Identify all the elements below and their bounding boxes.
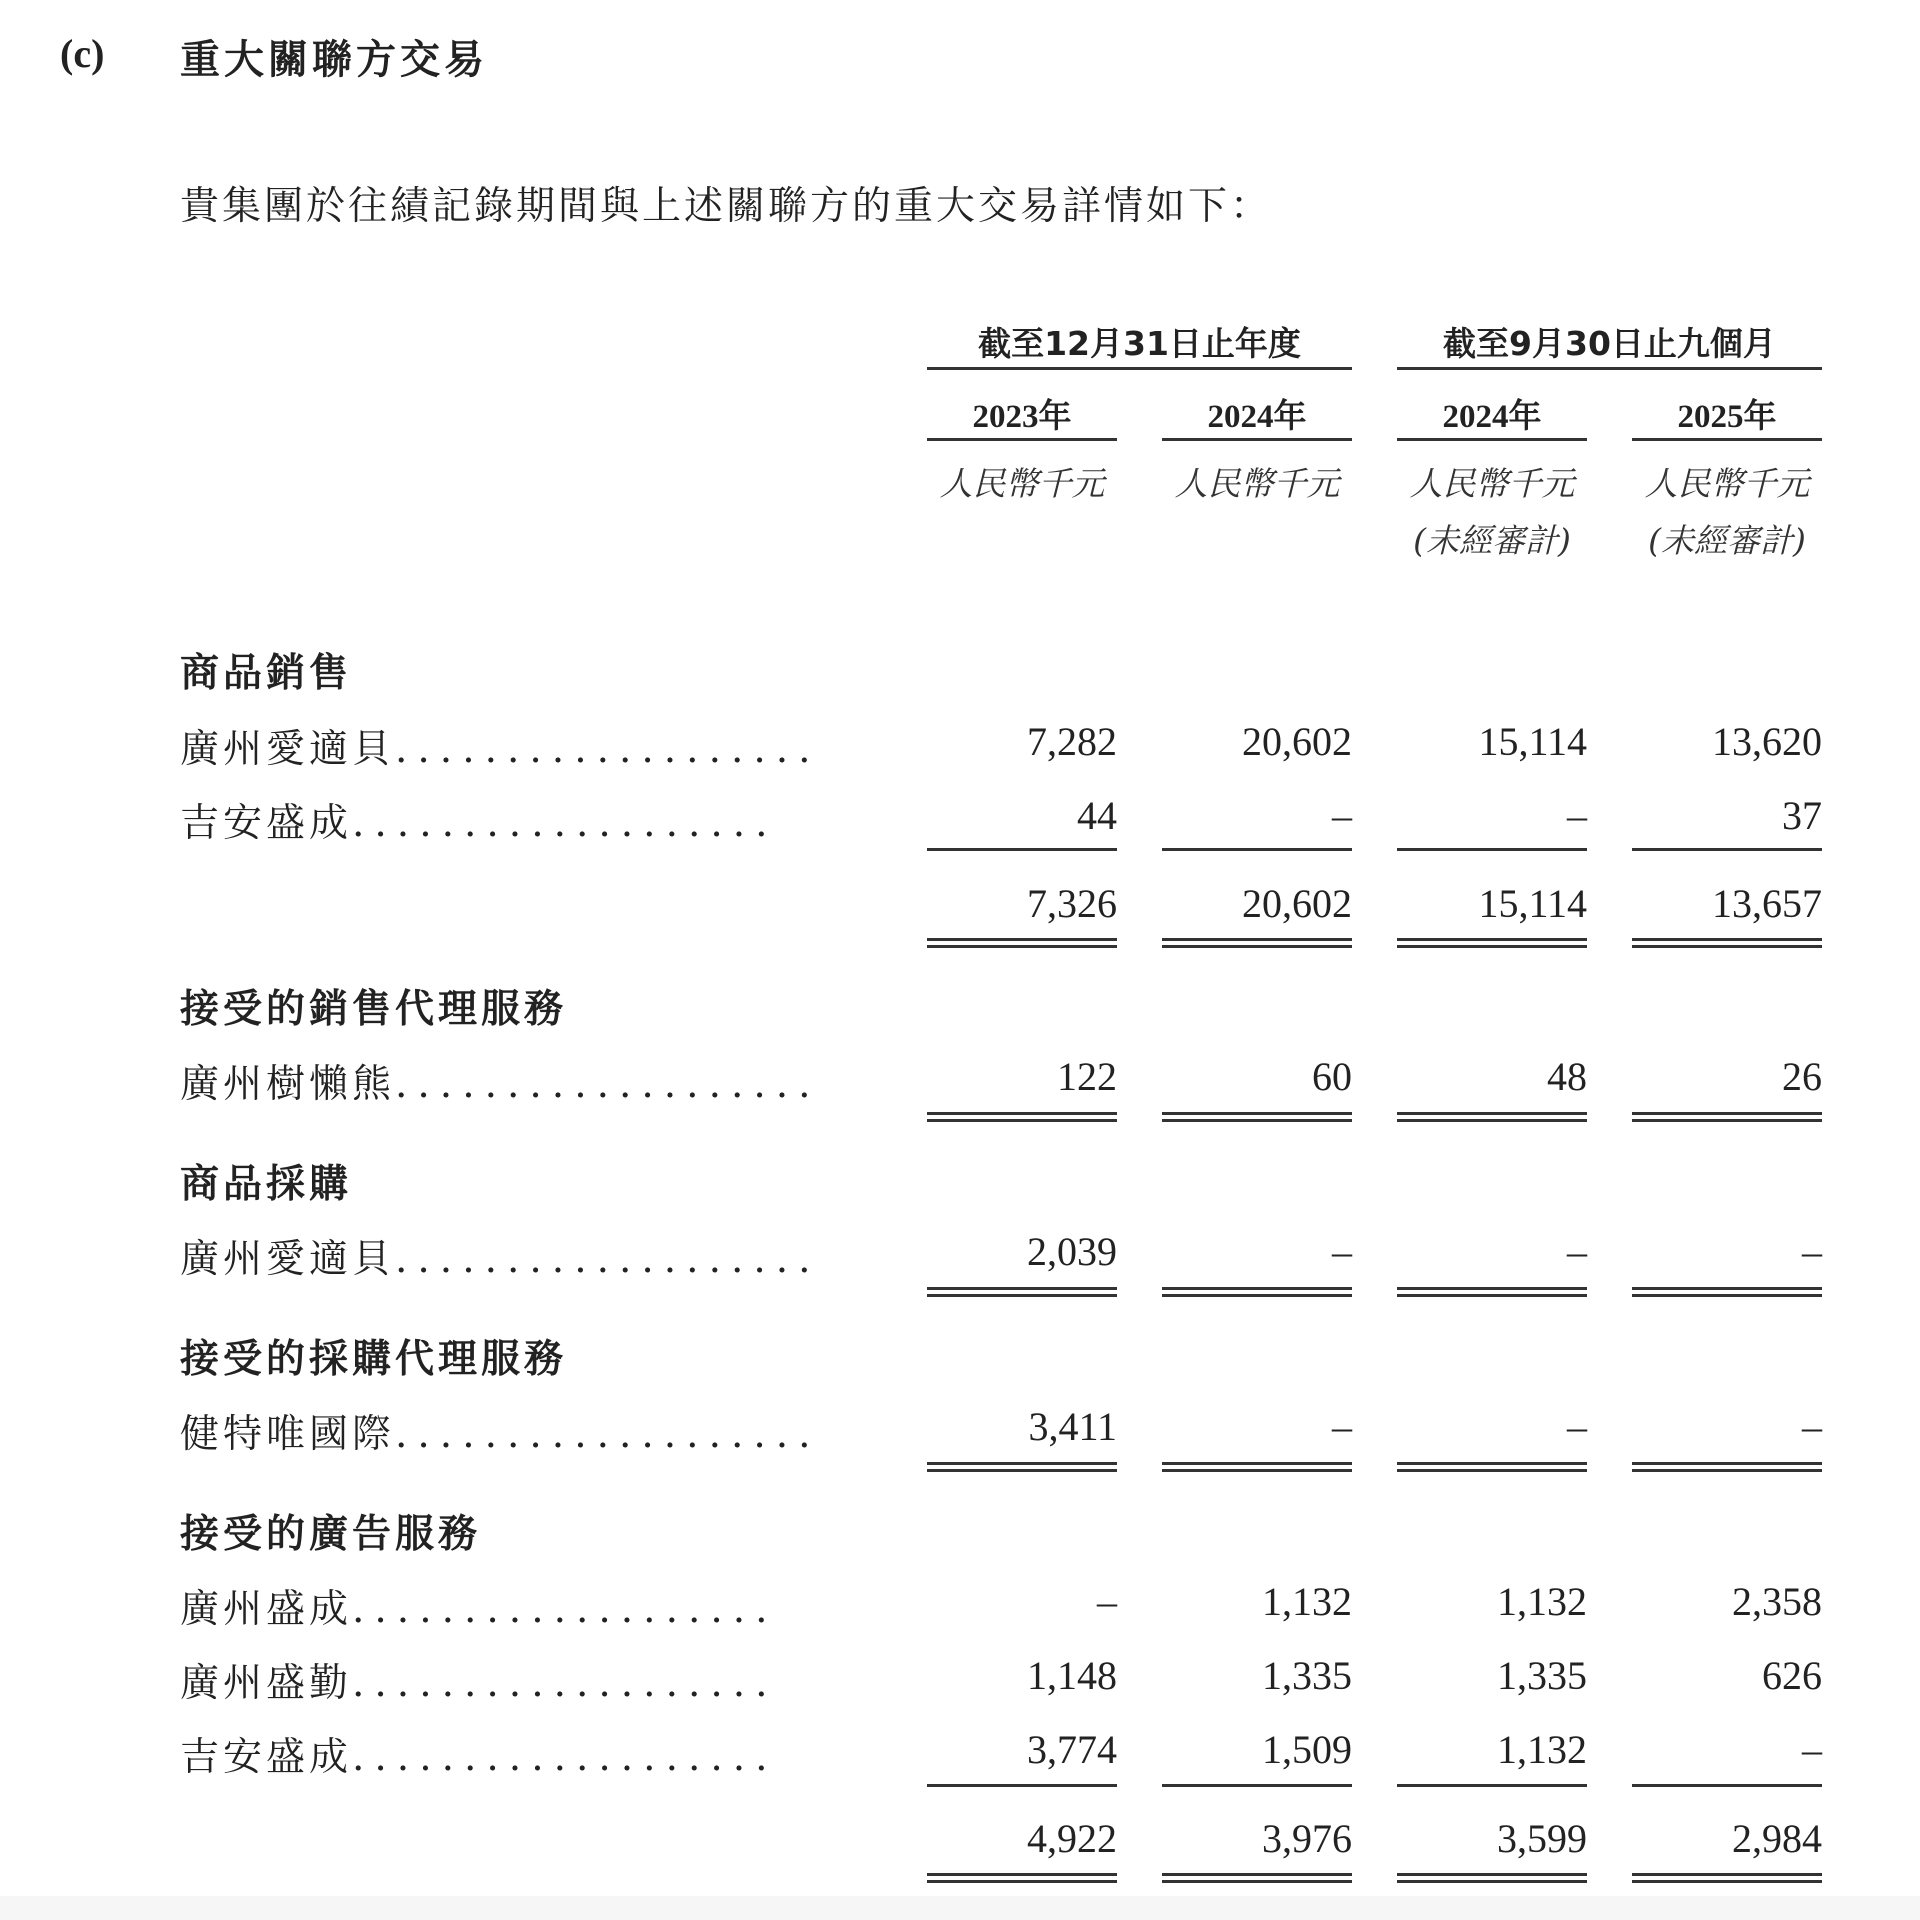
double-underline [1162, 1112, 1352, 1122]
double-underline [1397, 1462, 1587, 1472]
double-underline [1632, 938, 1822, 948]
subtotal-line [1397, 848, 1587, 851]
total-value: 3,599 [1497, 1816, 1587, 1861]
section-title: 重大關聯方交易 [180, 37, 488, 83]
category-title: 接受的採購代理服務 [180, 1337, 568, 1382]
cell-value: 1,148 [1027, 1653, 1117, 1698]
cell-value: – [1802, 1229, 1822, 1274]
double-underline [1397, 1873, 1587, 1883]
column-header-underline [1632, 438, 1822, 441]
total-value: 3,976 [1262, 1816, 1352, 1861]
column-unaudited-note: (未經審計) [1413, 521, 1571, 560]
row-label: 吉安盛成................... [180, 1735, 778, 1780]
row-label: 廣州盛成................... [180, 1587, 778, 1632]
row-label: 廣州盛勤................... [180, 1661, 778, 1706]
cell-value: 7,282 [1027, 719, 1117, 764]
row-label: 廣州樹懶熊................... [180, 1062, 821, 1107]
row-label: 廣州愛適貝................... [180, 727, 821, 772]
subtotal-line [1397, 1784, 1587, 1787]
column-group-underline [927, 367, 1352, 370]
double-underline [1162, 1462, 1352, 1472]
subtotal-line [927, 1784, 1117, 1787]
column-header-year: 2023年 [972, 399, 1072, 435]
cell-value: 626 [1762, 1653, 1822, 1698]
subtotal-line [1632, 1784, 1822, 1787]
column-header-year: 2024年 [1442, 399, 1542, 435]
double-underline [1162, 1287, 1352, 1297]
cell-value: 1,335 [1262, 1653, 1352, 1698]
column-group-nine-months: 截至9月30日止九個月 [1443, 324, 1776, 363]
cell-value: – [1802, 1727, 1822, 1772]
subtotal-line [1632, 848, 1822, 851]
double-underline [1632, 1112, 1822, 1122]
double-underline [927, 1112, 1117, 1122]
category-title: 商品採購 [180, 1162, 353, 1207]
column-header-underline [1162, 438, 1352, 441]
column-unit: 人民幣千元 [1409, 464, 1575, 503]
cell-value: 15,114 [1478, 719, 1587, 764]
cell-value: – [1802, 1404, 1822, 1449]
total-value: 7,326 [1027, 881, 1117, 926]
row-label: 廣州愛適貝................... [180, 1237, 821, 1282]
double-underline [1397, 1287, 1587, 1297]
cell-value: – [1097, 1579, 1117, 1624]
column-header-year: 2025年 [1677, 399, 1777, 435]
cell-value: – [1567, 1404, 1587, 1449]
total-value: 15,114 [1478, 881, 1587, 926]
column-unit: 人民幣千元 [939, 464, 1105, 503]
double-underline [1162, 1873, 1352, 1883]
double-underline [1632, 1287, 1822, 1297]
column-header-year: 2024年 [1207, 399, 1307, 435]
column-group-fiscal-year: 截至12月31日止年度 [978, 324, 1301, 363]
double-underline [1632, 1873, 1822, 1883]
section-number: (c) [60, 31, 105, 76]
cell-value: – [1567, 1229, 1587, 1274]
cell-value: 37 [1782, 793, 1822, 838]
cell-value: 44 [1077, 793, 1117, 838]
column-unaudited-note: (未經審計) [1648, 521, 1806, 560]
double-underline [927, 1873, 1117, 1883]
row-label: 健特唯國際................... [180, 1412, 821, 1457]
column-group-underline [1397, 367, 1822, 370]
column-unit: 人民幣千元 [1174, 464, 1340, 503]
cell-value: 3,411 [1028, 1404, 1117, 1449]
page-bottom-strip [0, 1896, 1920, 1920]
subtotal-line [1162, 848, 1352, 851]
cell-value: 2,039 [1027, 1229, 1117, 1274]
cell-value: 1,132 [1497, 1727, 1587, 1772]
double-underline [1397, 1112, 1587, 1122]
cell-value: 1,509 [1262, 1727, 1352, 1772]
double-underline [927, 1462, 1117, 1472]
subtotal-line [927, 848, 1117, 851]
cell-value: 3,774 [1027, 1727, 1117, 1772]
double-underline [927, 1287, 1117, 1297]
cell-value: – [1332, 793, 1352, 838]
total-value: 4,922 [1027, 1816, 1117, 1861]
column-header-underline [927, 438, 1117, 441]
double-underline [1162, 938, 1352, 948]
cell-value: 122 [1057, 1054, 1117, 1099]
subtotal-line [1162, 1784, 1352, 1787]
cell-value: – [1332, 1404, 1352, 1449]
cell-value: – [1332, 1229, 1352, 1274]
cell-value: 20,602 [1242, 719, 1352, 764]
cell-value: 1,335 [1497, 1653, 1587, 1698]
row-label: 吉安盛成................... [180, 801, 778, 846]
cell-value: 2,358 [1732, 1579, 1822, 1624]
cell-value: – [1567, 793, 1587, 838]
category-title: 接受的廣告服務 [180, 1512, 482, 1557]
cell-value: 1,132 [1497, 1579, 1587, 1624]
double-underline [1632, 1462, 1822, 1472]
cell-value: 48 [1547, 1054, 1587, 1099]
double-underline [927, 938, 1117, 948]
cell-value: 60 [1312, 1054, 1352, 1099]
column-unit: 人民幣千元 [1644, 464, 1810, 503]
total-value: 2,984 [1732, 1816, 1822, 1861]
intro-paragraph: 貴集團於往績記錄期間與上述關聯方的重大交易詳情如下： [180, 184, 1273, 229]
cell-value: 13,620 [1712, 719, 1822, 764]
column-header-underline [1397, 438, 1587, 441]
total-value: 13,657 [1712, 881, 1822, 926]
total-value: 20,602 [1242, 881, 1352, 926]
category-title: 接受的銷售代理服務 [180, 987, 568, 1032]
cell-value: 1,132 [1262, 1579, 1352, 1624]
category-title: 商品銷售 [180, 651, 353, 696]
cell-value: 26 [1782, 1054, 1822, 1099]
double-underline [1397, 938, 1587, 948]
